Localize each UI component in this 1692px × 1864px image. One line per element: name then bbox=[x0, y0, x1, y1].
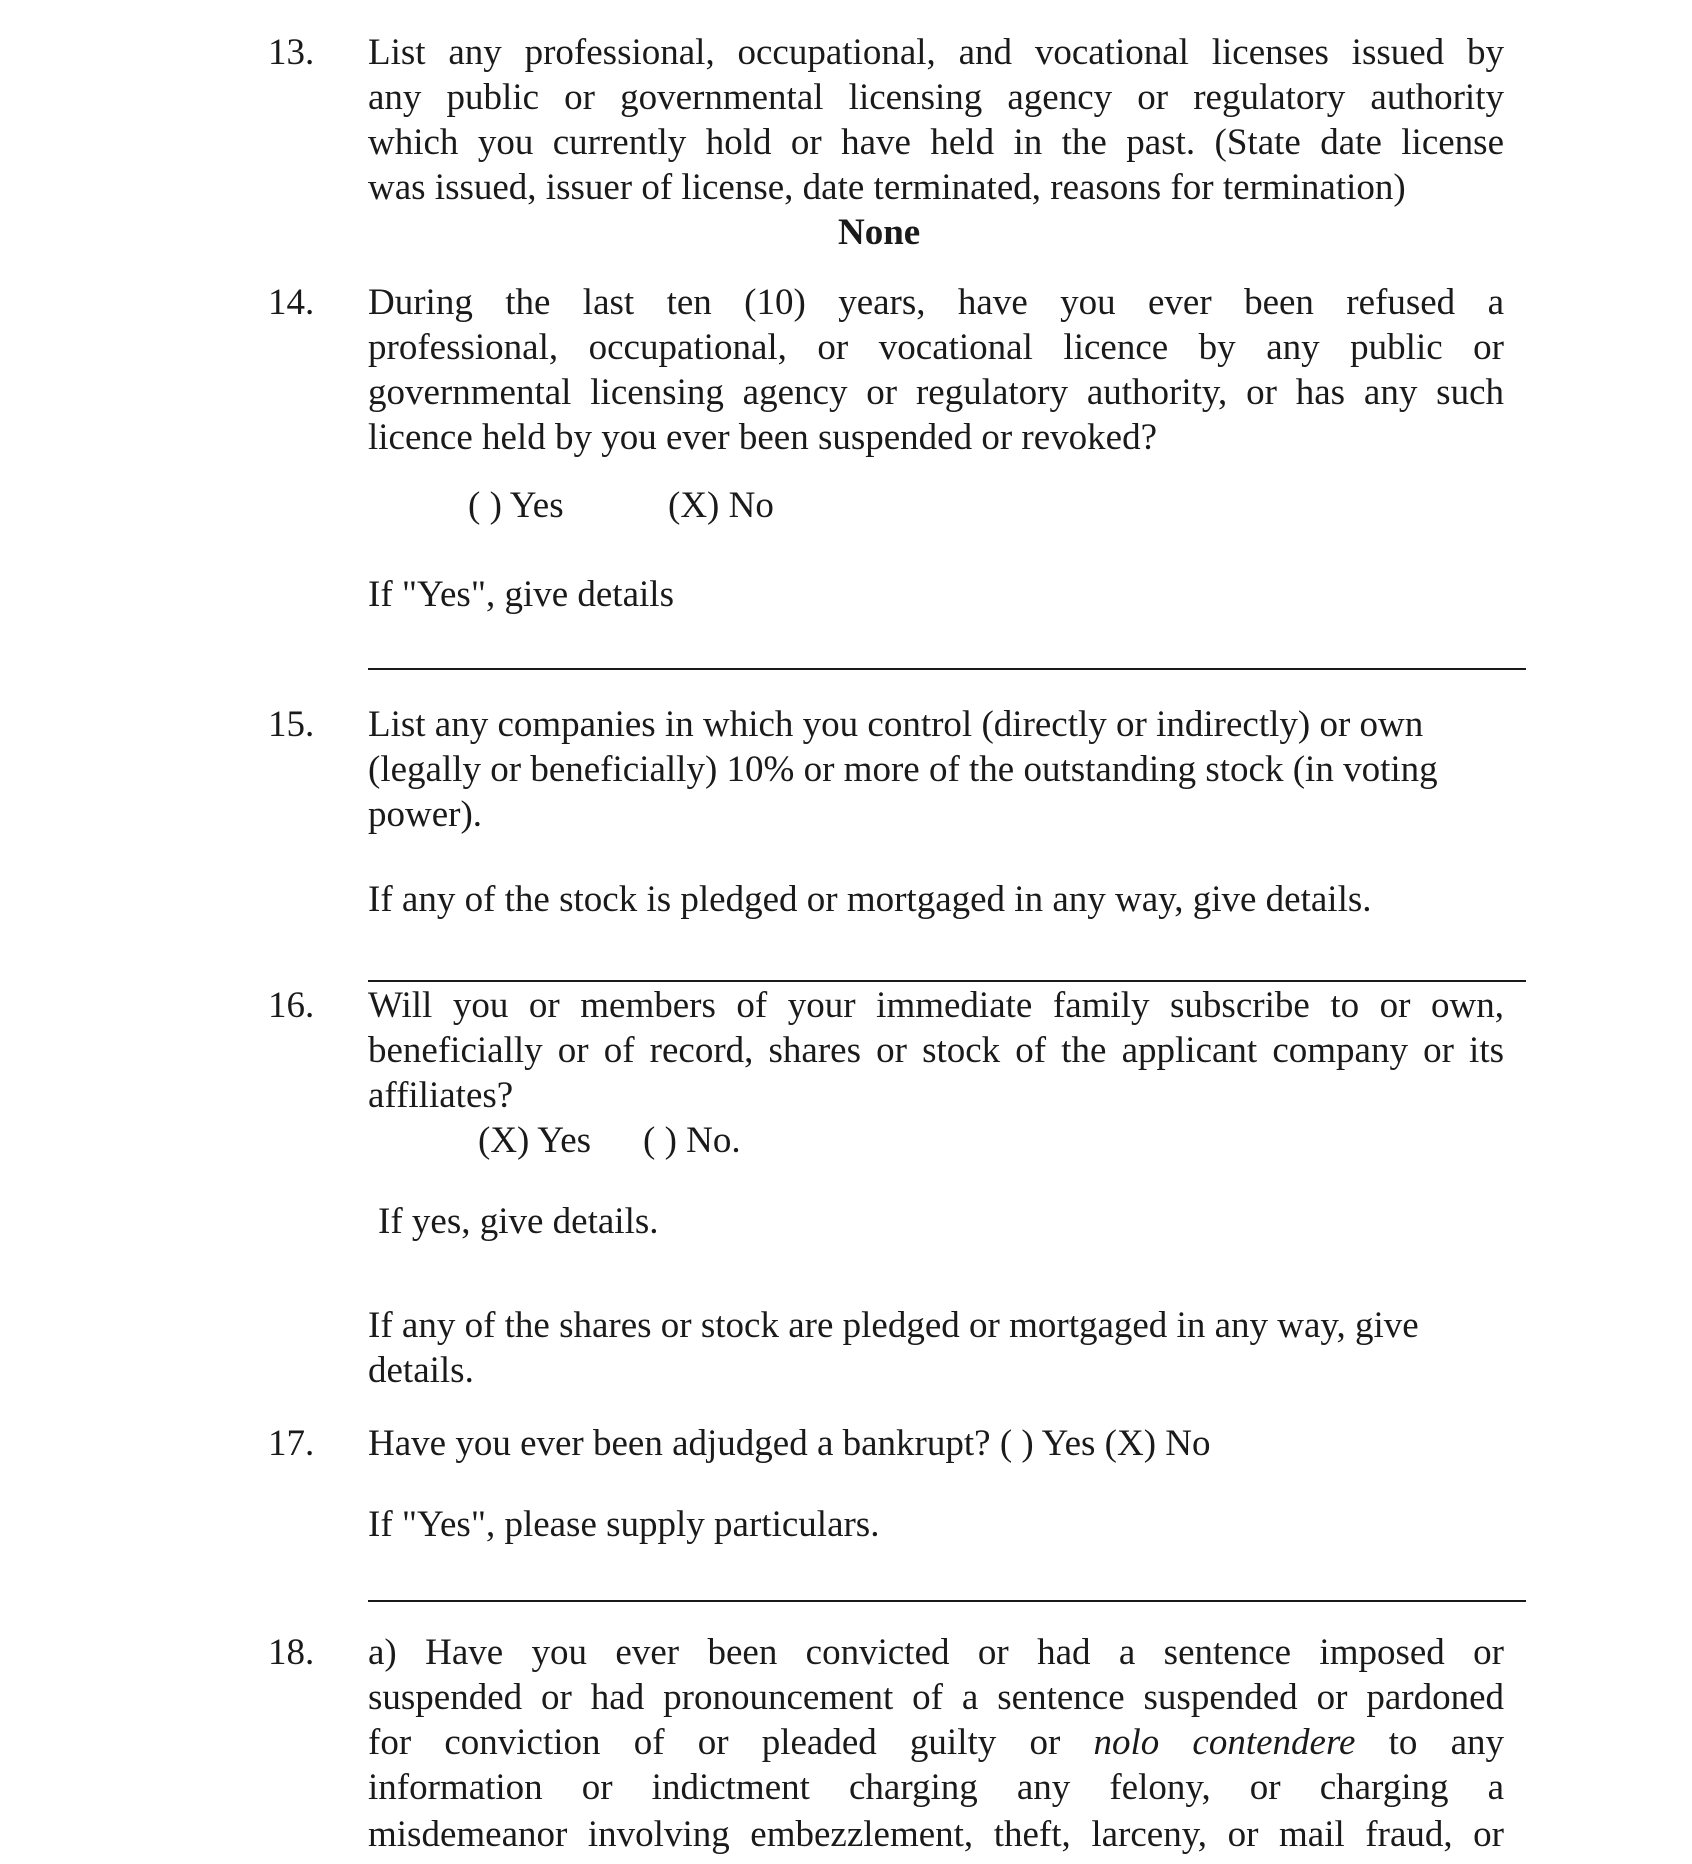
q14-line-3: governmental licensing agency or regulatory authority, or has any such bbox=[368, 372, 1504, 413]
q16-line-3: affiliates? bbox=[368, 1075, 514, 1116]
q15-line-1: List any companies in which you control (directly or indirectly) or own bbox=[368, 704, 1424, 745]
q16-line-2: beneficially or of record, shares or stock of the applicant company or its bbox=[368, 1030, 1504, 1071]
q18-line-3-post: to any bbox=[1388, 1722, 1505, 1763]
item-number-17: 17. bbox=[268, 1423, 315, 1464]
q13-answer: None bbox=[838, 212, 921, 253]
q17-details-prompt: If "Yes", please supply particulars. bbox=[368, 1504, 880, 1545]
q14-line-2: professional, occupational, or vocational licence by any public or bbox=[368, 327, 1504, 368]
q14-details-prompt: If "Yes", give details bbox=[368, 574, 674, 615]
q16-no-option[interactable]: ( ) No. bbox=[643, 1120, 741, 1161]
q18-line-3 bbox=[368, 1720, 1504, 1765]
q13-line-3: which you currently hold or have held in the past. (State date license bbox=[368, 122, 1504, 163]
q15-line-3: power). bbox=[368, 794, 483, 835]
q15-pledge-prompt: If any of the stock is pledged or mortgaged in any way, give details. bbox=[368, 879, 1372, 920]
q18-line-4: information or indictment charging any felony, or charging a bbox=[368, 1767, 1504, 1808]
item-number-16: 16. bbox=[268, 985, 315, 1026]
q14-line-1: During the last ten (10) years, have you ever been refused a bbox=[368, 282, 1504, 323]
item-number-18: 18. bbox=[268, 1632, 315, 1673]
q18-line-2: suspended or had pronouncement of a sentence suspended or pardoned bbox=[368, 1677, 1504, 1718]
q13-line-4: was issued, issuer of license, date terminated, reasons for termination) bbox=[368, 167, 1406, 208]
q17-question: Have you ever been adjudged a bankrupt? ( ) Yes (X) No bbox=[368, 1423, 1211, 1464]
q18-line-3-italic: nolo contendere bbox=[1093, 1722, 1356, 1763]
q13-line-2: any public or governmental licensing agency or regulatory authority bbox=[368, 77, 1504, 118]
q14-line-4: licence held by you ever been suspended or revoked? bbox=[368, 417, 1158, 458]
q14-answer-line[interactable] bbox=[368, 668, 1526, 670]
q16-line-1: Will you or members of your immediate family subscribe to or own, bbox=[368, 985, 1504, 1026]
q15-line-2: (legally or beneficially) 10% or more of the outstanding stock (in voting bbox=[368, 749, 1438, 790]
q16-yes-option[interactable]: (X) Yes bbox=[478, 1120, 592, 1161]
q15-answer-line[interactable] bbox=[368, 980, 1526, 982]
q14-yes-option[interactable]: ( ) Yes bbox=[468, 485, 564, 526]
q18-line-1: a) Have you ever been convicted or had a sentence imposed or bbox=[368, 1632, 1504, 1673]
q18-line-5: misdemeanor involving embezzlement, theft, larceny, or mail fraud, or bbox=[368, 1814, 1504, 1855]
item-number-15: 15. bbox=[268, 704, 315, 745]
q16-details-prompt: If yes, give details. bbox=[378, 1201, 659, 1242]
item-number-13: 13. bbox=[268, 32, 315, 73]
q14-no-option[interactable]: (X) No bbox=[668, 485, 774, 526]
q16-pledge-line-2: details. bbox=[368, 1350, 474, 1391]
item-number-14: 14. bbox=[268, 282, 315, 323]
q16-pledge-line-1: If any of the shares or stock are pledged or mortgaged in any way, give bbox=[368, 1305, 1419, 1346]
q13-line-1: List any professional, occupational, and vocational licenses issued by bbox=[368, 32, 1504, 73]
q18-line-3-pre: for conviction of or pleaded guilty or bbox=[368, 1722, 1061, 1763]
q17-answer-line[interactable] bbox=[368, 1600, 1526, 1602]
